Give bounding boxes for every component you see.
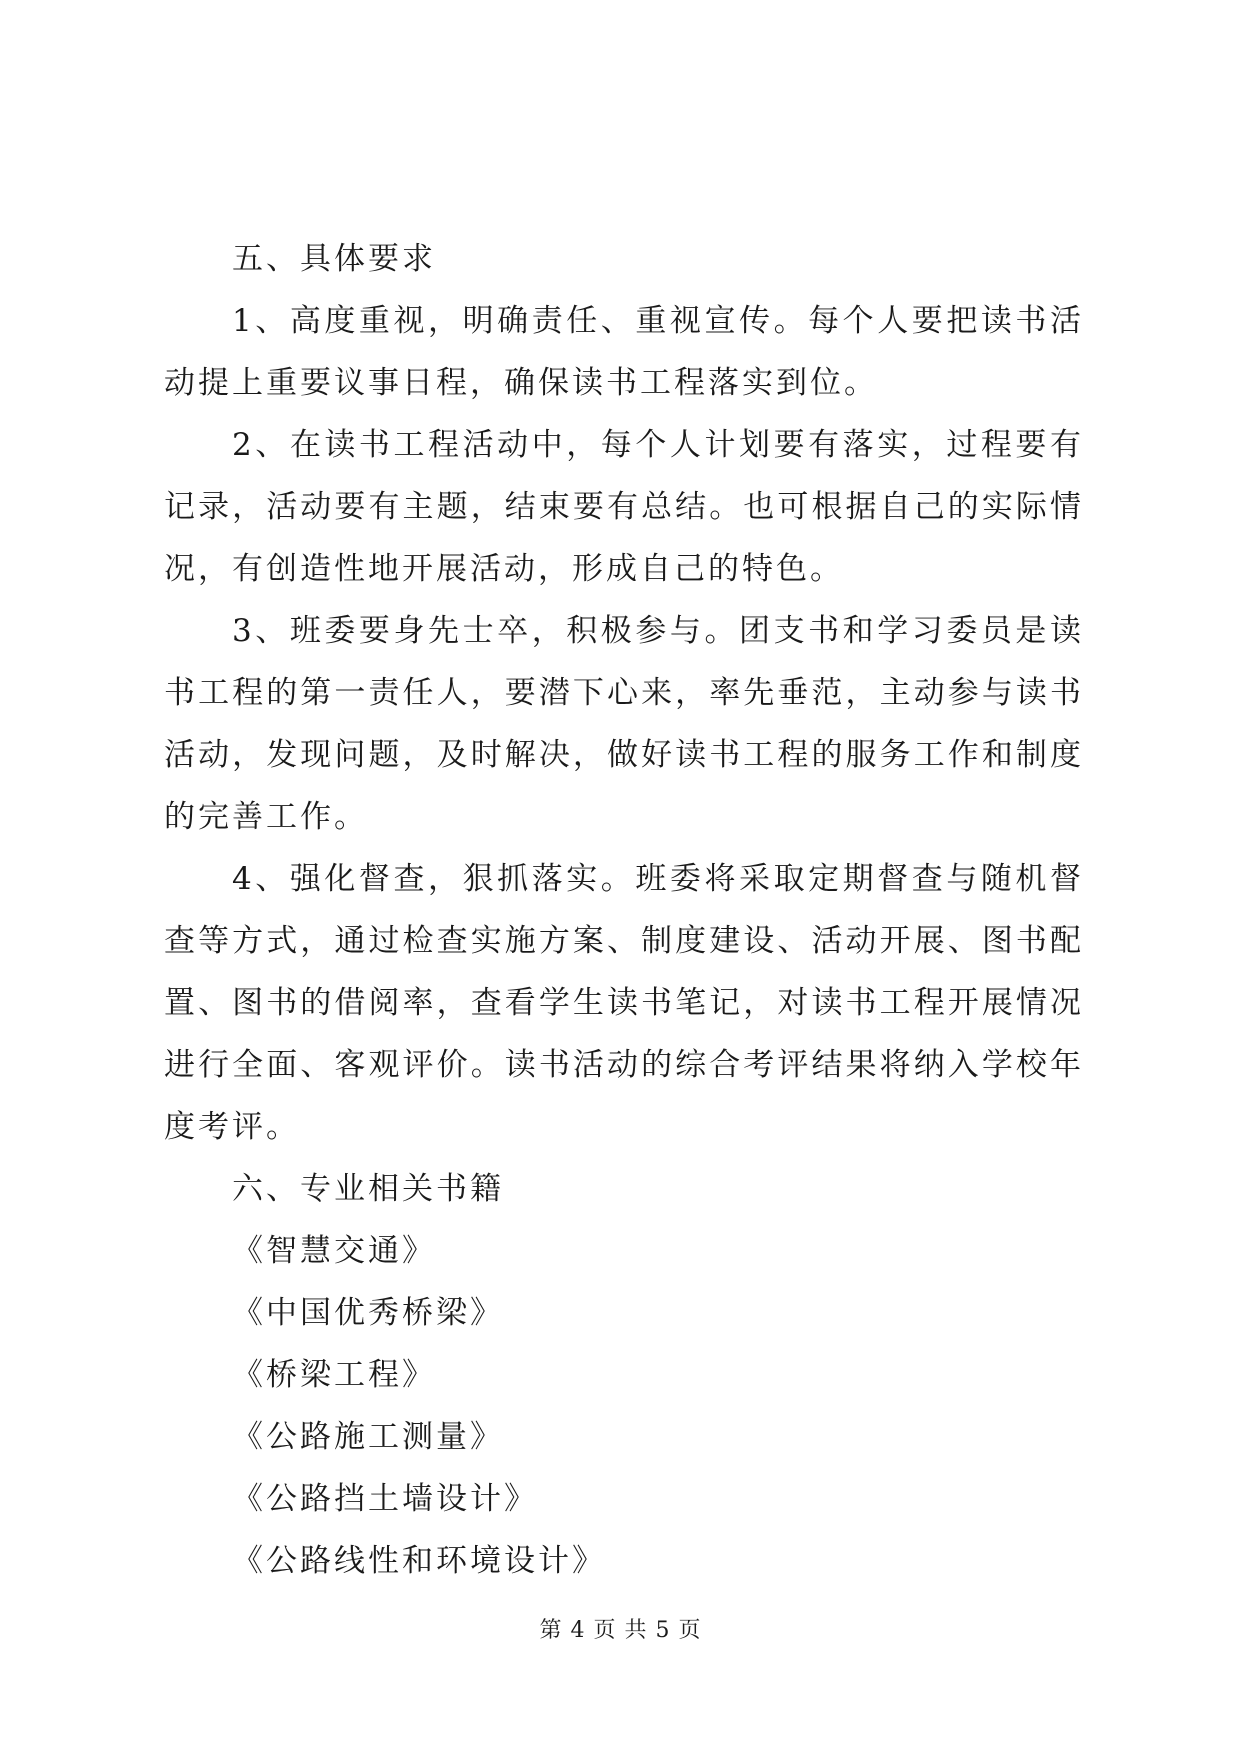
book-title-1: 《智慧交通》: [232, 1233, 436, 1269]
document-body: [164, 228, 1084, 1592]
book-title-5: 《公路挡土墙设计》: [232, 1481, 538, 1517]
book-title-3: 《桥梁工程》: [232, 1357, 436, 1393]
book-title-6: 《公路线性和环境设计》: [232, 1543, 606, 1579]
requirement-item-2: 2、在读书工程活动中，每个人计划要有落实，过程要有记录，活动要有主题，结束要有总结。也可根据自己的实际情况，有创造性地开展活动，形成自己的特色。: [164, 427, 1084, 587]
requirement-item-4: 4、强化督查，狠抓落实。班委将采取定期督查与随机督查等方式，通过检查实施方案、制度建设、活动开展、图书配置、图书的借阅率，查看学生读书笔记，对读书工程开展情况进行全面、客观评价。读书活动的综合考评结果将纳入学校年度考评。: [164, 861, 1084, 1145]
book-title-4: 《公路施工测量》: [232, 1419, 504, 1455]
section-5-heading: 五、具体要求: [232, 241, 436, 277]
requirement-item-3: 3、班委要身先士卒，积极参与。团支书和学习委员是读书工程的第一责任人，要潜下心来，率先垂范，主动参与读书活动，发现问题，及时解决，做好读书工程的服务工作和制度的完善工作。: [164, 613, 1084, 835]
book-title-2: 《中国优秀桥梁》: [232, 1295, 504, 1331]
page-footer: 第 4 页 共 5 页: [539, 1618, 702, 1643]
section-6-heading: 六、专业相关书籍: [232, 1171, 504, 1207]
requirement-item-1: 1、高度重视，明确责任、重视宣传。每个人要把读书活动提上重要议事日程，确保读书工程落实到位。: [164, 303, 1084, 401]
